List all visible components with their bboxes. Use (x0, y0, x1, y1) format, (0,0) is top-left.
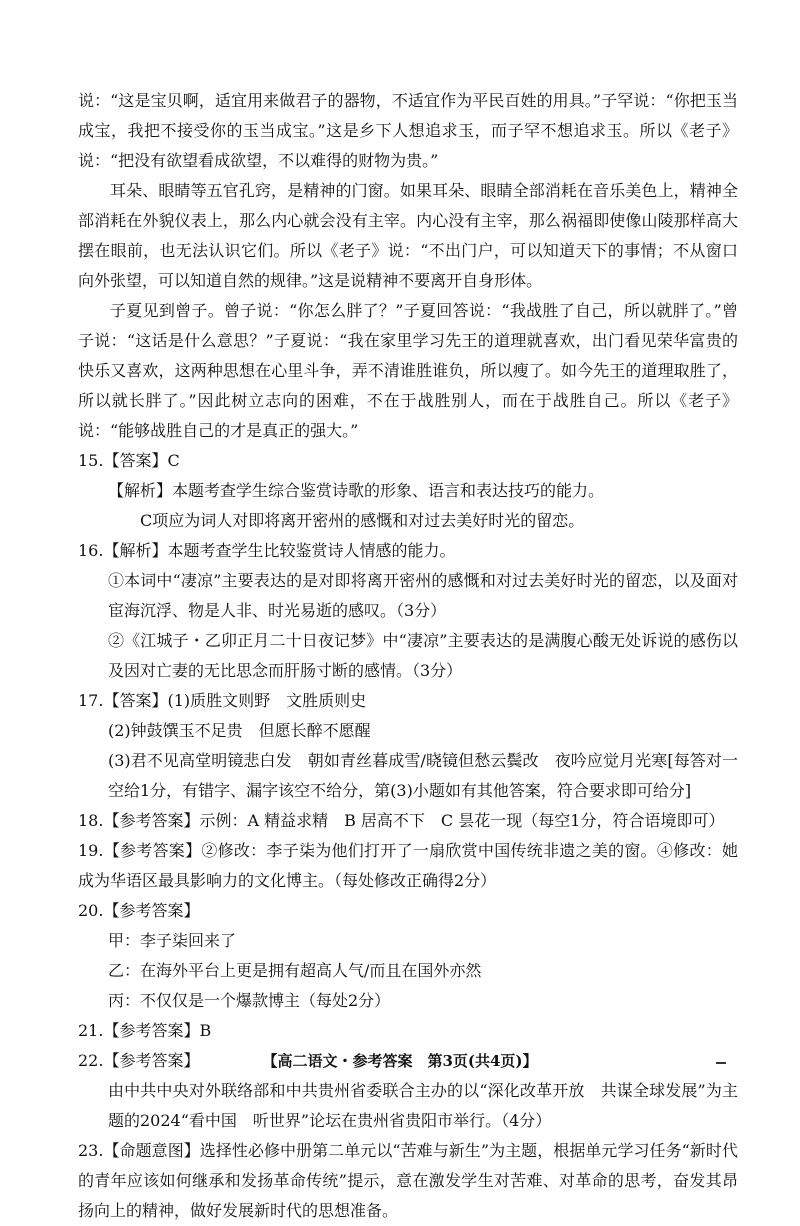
translation-paragraph-1: 说：“这是宝贝啊，适宜用来做君子的器物，不适宜作为平民百姓的用具。”子罕说：“你把玉当成宝，我把不接受你的玉当成宝。”这是乡下人想追求玉，而子罕不想追求玉。所以《老子》说：“把没有欲望看成欲望，不以难得的财物为贵。” (78, 91, 738, 170)
corner-mark (716, 1062, 726, 1064)
answer-20 (78, 896, 738, 1016)
page-footer: 【高二语文・参考答案 第3页(共4页)】 (262, 1052, 538, 1070)
answer-19-head: 19.【参考答案】②修改：李子柒为他们打开了一扇欣赏中国传统非遗之美的窗。④修改：她成为华语区最具影响力的文化博主。（每处修改正确得2分） (78, 841, 738, 890)
answer-20-head: 20.【参考答案】 (78, 901, 200, 920)
answer-20-jia: 甲：李子柒回来了 (108, 931, 237, 950)
answer-20-bing: 丙：不仅仅是一个爆款博主（每处2分） (108, 991, 391, 1010)
answer-16-point-2: ②《江城子・乙卯正月二十日夜记梦》中“凄凉”主要表达的是满腹心酸无处诉说的感伤以及因对亡妻的无比思念而肝肠寸断的感情。（3分） (108, 631, 738, 680)
answer-15-head: 15.【答案】C (78, 451, 180, 470)
answer-21 (78, 1016, 738, 1046)
answer-16-head: 16.【解析】本题考查学生比较鉴赏诗人情感的能力。 (78, 541, 456, 560)
answer-23 (78, 1136, 738, 1226)
answer-17-head: 17.【答案】(1)质胜文则野 文胜质则史 (78, 691, 367, 710)
translation-paragraph-3: 子夏见到曾子。曾子说：“你怎么胖了？”子夏回答说：“我战胜了自己，所以就胖了。”曾子说：“这话是什么意思？”子夏说：“我在家里学习先王的道理就喜欢，出门看见荣华富贵的快乐又喜欢，这两种思想在心里斗争，弄不清谁胜谁负，所以瘦了。如今先王的道理取胜了，所以就长胖了。”因此树立志向的困难，不在于战胜别人，而在于战胜自己。所以《老子》说：“能够战胜自己的才是真正的强大。” (78, 301, 738, 440)
answer-16-point-1: ①本词中“凄凉”主要表达的是对即将离开密州的感慨和对过去美好时光的留恋，以及面对宦海沉浮、物是人非、时光易逝的感叹。（3分） (108, 571, 738, 620)
answer-17 (78, 686, 738, 806)
answer-22-head: 22.【参考答案】 (78, 1051, 200, 1070)
answer-19 (78, 836, 738, 896)
answer-17-line-3: (3)君不见高堂明镜悲白发 朝如青丝暮成雪/晓镜但愁云鬓改 夜吟应觉月光寒[每答对一空给1分，有错字、漏字该空不给分，第(3)小题如有其他答案，符合要求即可给分] (108, 751, 738, 800)
answer-18 (78, 806, 738, 836)
answer-15 (78, 446, 738, 536)
answer-17-line-2: (2)钟鼓馔玉不足贵 但愿长醉不愿醒 (108, 721, 371, 740)
answer-20-yi: 乙：在海外平台上更是拥有超高人气/而且在国外亦然 (108, 961, 482, 980)
answer-18-head: 18.【参考答案】示例：A 精益求精 B 居高不下 C 昙花一现（每空1分，符合语境即可） (78, 811, 725, 830)
answer-21-head: 21.【参考答案】B (78, 1021, 212, 1040)
answer-15-detail: C项应为词人对即将离开密州的感慨和对过去美好时光的留恋。 (140, 511, 585, 530)
answer-22-detail: 由中共中央对外联络部和中共贵州省委联合主办的以“深化改革开放 共谋全球发展”为主题的2024“看中国 听世界”论坛在贵州省贵阳市举行。（4分） (108, 1081, 738, 1130)
answer-15-analysis: 【解析】本题考查学生综合鉴赏诗歌的形象、语言和表达技巧的能力。 (108, 481, 605, 500)
translation-paragraph-2: 耳朵、眼睛等五官孔窍，是精神的门窗。如果耳朵、眼睛全部消耗在音乐美色上，精神全部消耗在外貌仪表上，那么内心就会没有主宰。内心没有主宰，那么祸福即使像山陵那样高大摆在眼前，也无法认识它们。所以《老子》说：“不出门户，可以知道天下的事情；不从窗口向外张望，可以知道自然的规律。”这是说精神不要离开自身形体。 (78, 181, 738, 290)
answer-23-head: 23.【命题意图】选择性必修中册第二单元以“苦难与新生”为主题，根据单元学习任务“新时代的青年应该如何继承和发扬革命传统”提示，意在激发学生对苦难、对革命的思考，奋发其昂扬向上的精神，做好发展新时代的思想准备。 (78, 1141, 738, 1220)
answer-16 (78, 536, 738, 686)
